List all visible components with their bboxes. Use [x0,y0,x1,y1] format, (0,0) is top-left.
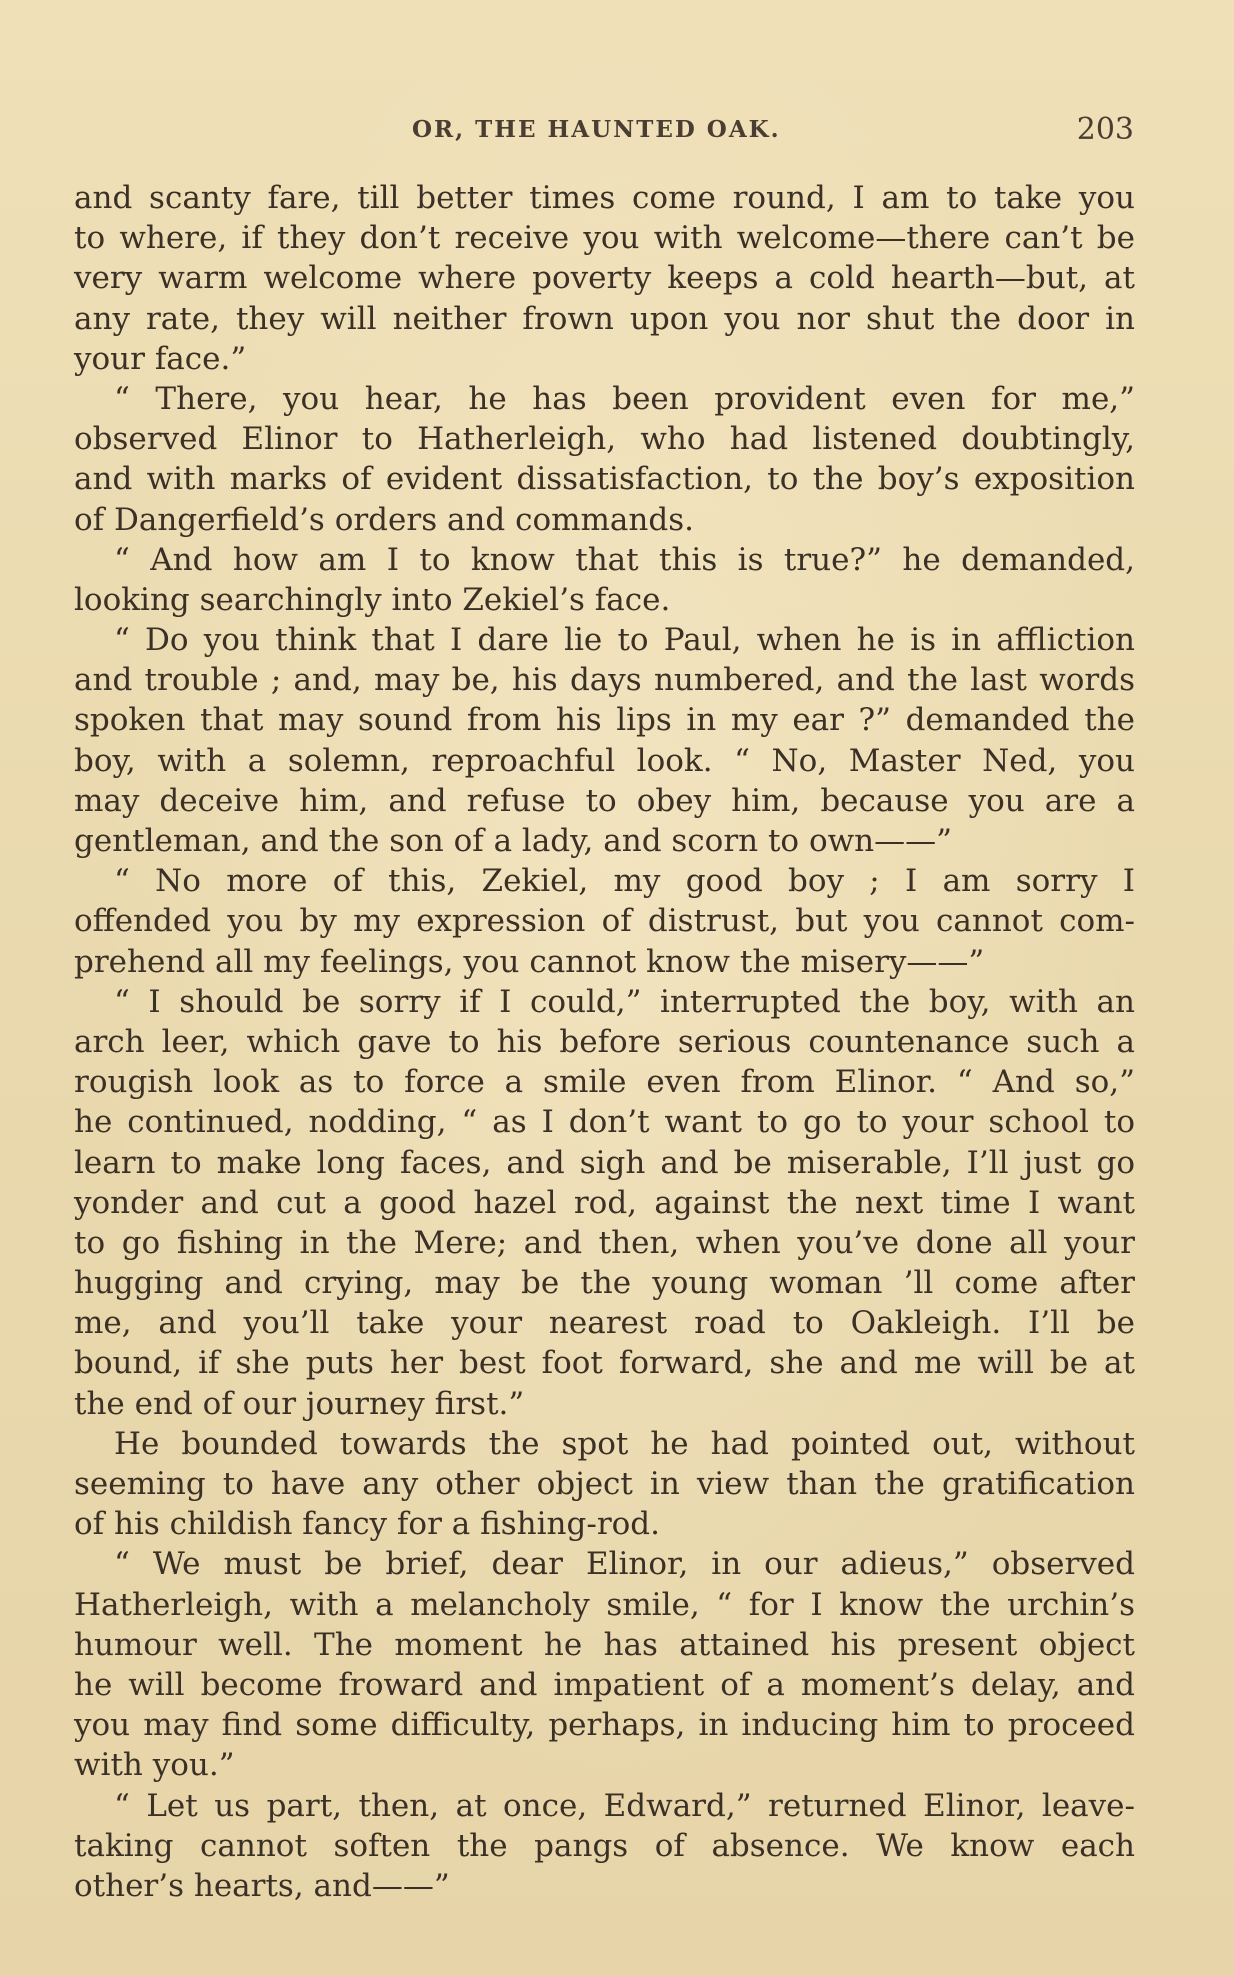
text-line: me, and you’ll take your nearest road to Oakleigh. I’ll be [74,1305,1135,1342]
text-line: to go fishing in the Mere; and then, when you’ve done all your [74,1224,1135,1261]
text-line: humour well. The moment he has attained his present object [74,1626,1135,1663]
text-line: of his childish fancy for a fishing-rod. [74,1506,661,1543]
text-line: hugging and crying, may be the young woman ’ll come after [74,1265,1135,1302]
text-line: any rate, they will neither frown upon you nor shut the door in [74,300,1135,337]
text-line: your face.” [74,340,247,377]
text-line: very warm welcome where poverty keeps a cold hearth—but, at [74,260,1135,297]
text-line: bound, if she puts her best foot forward, she and me will be at [74,1345,1135,1382]
text-line: learn to make long faces, and sigh and be miserable, I’ll just go [74,1144,1135,1181]
text-line: and trouble ; and, may be, his days numbered, and the last words [74,662,1135,699]
text-line: seeming to have any other object in view than the gratification [74,1466,1135,1502]
text-line: with you.” [74,1747,235,1784]
text-line: yonder and cut a good hazel rod, against the next time I want [74,1184,1135,1221]
text-line: Hatherleigh, with a melancholy smile, “ for I know the urchin’s [74,1586,1135,1623]
text-line: “ There, you hear, he has been provident even for me,” [114,380,1135,417]
text-line: offended you by my expression of distrust, but you cannot com- [74,903,1135,940]
text-line: arch leer, which gave to his before serious countenance such a [74,1023,1135,1060]
text-line: other’s hearts, and——” [74,1867,450,1904]
text-line: he continued, nodding, “ as I don’t want to go to your school to [74,1104,1135,1141]
text-line: spoken that may sound from his lips in my ear ?” demanded the [74,702,1135,739]
text-line: rougish look as to force a smile even from Elinor. “ And so,” [74,1064,1135,1101]
text-line: “ Let us part, then, at once, Edward,” returned Elinor, leave- [114,1787,1135,1824]
text-line: He bounded towards the spot he had pointed out, without [114,1425,1135,1462]
text-line: to where, if they don’t receive you with welcome—there can’t be [74,220,1135,257]
text-line: “ No more of this, Zekiel, my good boy ; I am sorry I [114,863,1135,900]
text-line: he will become froward and impatient of a moment’s delay, and [74,1666,1135,1703]
text-line: may deceive him, and refuse to obey him, because you are a [74,782,1135,819]
body-text [74,178,1135,1906]
text-line: the end of our journey first.” [74,1385,525,1422]
text-line: “ I should be sorry if I could,” interrupted the boy, with an [114,983,1135,1020]
text-line: and scanty fare, till better times come round, I am to take you [74,180,1135,216]
page-number: 203 [1076,112,1134,147]
text-line: boy, with a solemn, reproachful look. “ No, Master Ned, you [74,742,1135,779]
text-line: “ Do you think that I dare lie to Paul, when he is in affliction [114,622,1135,659]
text-line: “ And how am I to know that this is true?” he demanded, [114,541,1135,578]
text-line: looking searchingly into Zekiel’s face. [74,581,671,618]
text-line: and with marks of evident dissatisfaction, to the boy’s exposition [74,461,1135,498]
text-line: you may find some difficulty, perhaps, in inducing him to proceed [74,1707,1135,1744]
text-line: prehend all my feelings, you cannot know the misery——” [74,943,985,980]
text-line: “ We must be brief, dear Elinor, in our adieus,” observed [114,1546,1135,1583]
text-line: taking cannot soften the pangs of absence. We know each [74,1827,1135,1864]
text-line: observed Elinor to Hatherleigh, who had listened doubtingly, [74,421,1135,458]
text-line: of Dangerfield’s orders and commands. [74,501,694,538]
running-head: OR, THE HAUNTED OAK. [412,116,781,143]
text-line: gentleman, and the son of a lady, and scorn to own——” [74,823,952,859]
page-header [0,112,1234,152]
